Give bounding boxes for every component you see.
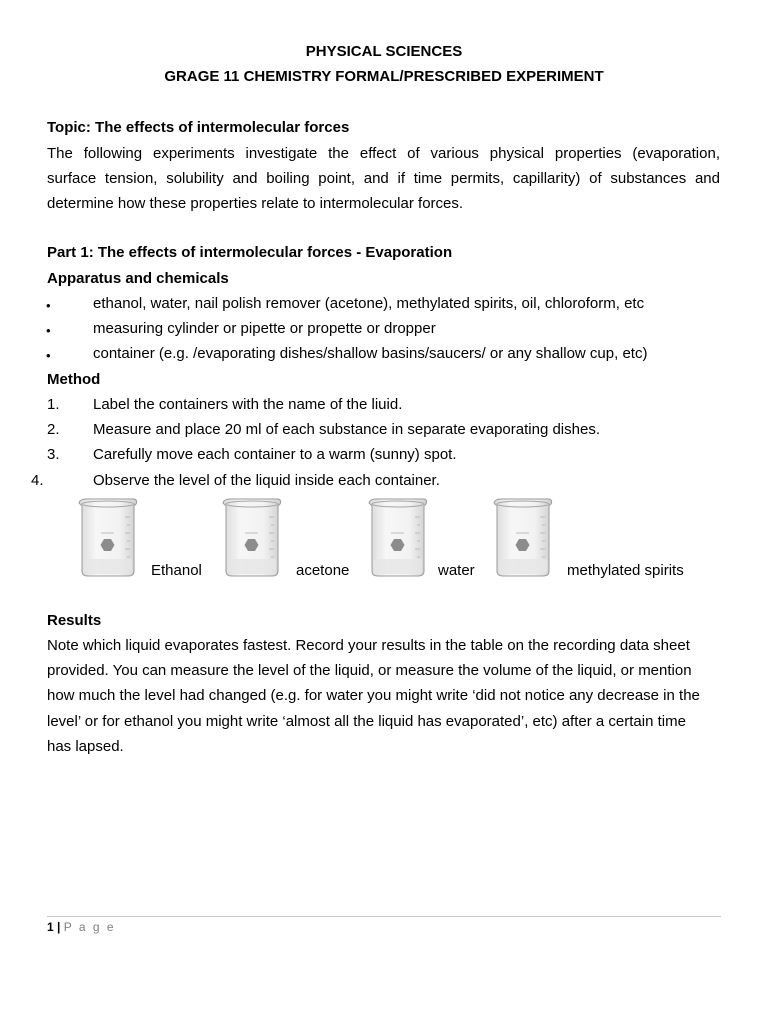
- results-line: Note which liquid evaporates fastest. Record your results in the table on the recording data sheet: [47, 637, 690, 654]
- page-number: 1: [47, 920, 54, 934]
- method-heading: Method: [47, 371, 101, 388]
- beaker-image: [491, 497, 555, 579]
- method-step-text: Measure and place 20 ml of each substance in separate evaporating dishes.: [93, 421, 600, 438]
- results-heading: Results: [47, 612, 102, 629]
- footer-divider: [47, 916, 721, 917]
- beaker-label-acetone: acetone: [296, 562, 350, 579]
- beaker-image: [76, 497, 140, 579]
- beaker-label-water: water: [438, 562, 475, 579]
- method-step-number: 3.: [47, 446, 60, 463]
- method-step-number: 2.: [47, 421, 60, 438]
- results-line: provided. You can measure the level of the liquid, or measure the volume of the liquid, or mention: [47, 662, 692, 679]
- topic-line: determine how these properties relate to intermolecular forces.: [47, 195, 464, 212]
- topic-heading: Topic: The effects of intermolecular forces: [47, 119, 350, 136]
- results-line: level’ or for ethanol you might write ‘almost all the liquid has evaporated’, etc) after a certain time: [47, 713, 686, 730]
- page-label: P a g e: [63, 920, 116, 934]
- page-footer: [47, 920, 116, 934]
- bullet-icon: •: [46, 323, 51, 338]
- apparatus-item: ethanol, water, nail polish remover (acetone), methylated spirits, oil, chloroform, etc: [93, 295, 645, 312]
- method-step-number: 1.: [47, 396, 60, 413]
- bullet-icon: •: [46, 298, 51, 313]
- document-title: PHYSICAL SCIENCES: [305, 43, 463, 60]
- apparatus-item: container (e.g. /evaporating dishes/shallow basins/saucers/ or any shallow cup, etc): [93, 345, 648, 362]
- method-step-text: Carefully move each container to a warm (sunny) spot.: [93, 446, 457, 463]
- method-step-text: Label the containers with the name of the liuid.: [93, 396, 403, 413]
- beaker-label-methylated-spirits: methylated spirits: [567, 562, 684, 579]
- beaker-label-ethanol: Ethanol: [151, 562, 202, 579]
- apparatus-heading: Apparatus and chemicals: [47, 270, 229, 287]
- document-subtitle: GRAGE 11 CHEMISTRY FORMAL/PRESCRIBED EXPERIMENT: [164, 68, 604, 85]
- page-separator: |: [57, 920, 61, 934]
- topic-line: The following experiments investigate the effect of various physical properties (evaporation,: [47, 145, 720, 162]
- results-line: how much the level had changed (e.g. for water you might write ‘did not notice any decrease in the: [47, 687, 700, 704]
- topic-line: surface tension, solubility and boiling point, and if time permits, capillarity) of substances and: [47, 170, 720, 187]
- results-line: has lapsed.: [47, 738, 124, 755]
- method-step-text: Observe the level of the liquid inside each container.: [93, 472, 440, 489]
- beaker-image: [220, 497, 284, 579]
- part1-heading: Part 1: The effects of intermolecular forces - Evaporation: [47, 244, 453, 261]
- method-step-number: 4.: [31, 472, 44, 489]
- apparatus-item: measuring cylinder or pipette or propette or dropper: [93, 320, 436, 337]
- bullet-icon: •: [46, 348, 51, 363]
- beaker-image: [366, 497, 430, 579]
